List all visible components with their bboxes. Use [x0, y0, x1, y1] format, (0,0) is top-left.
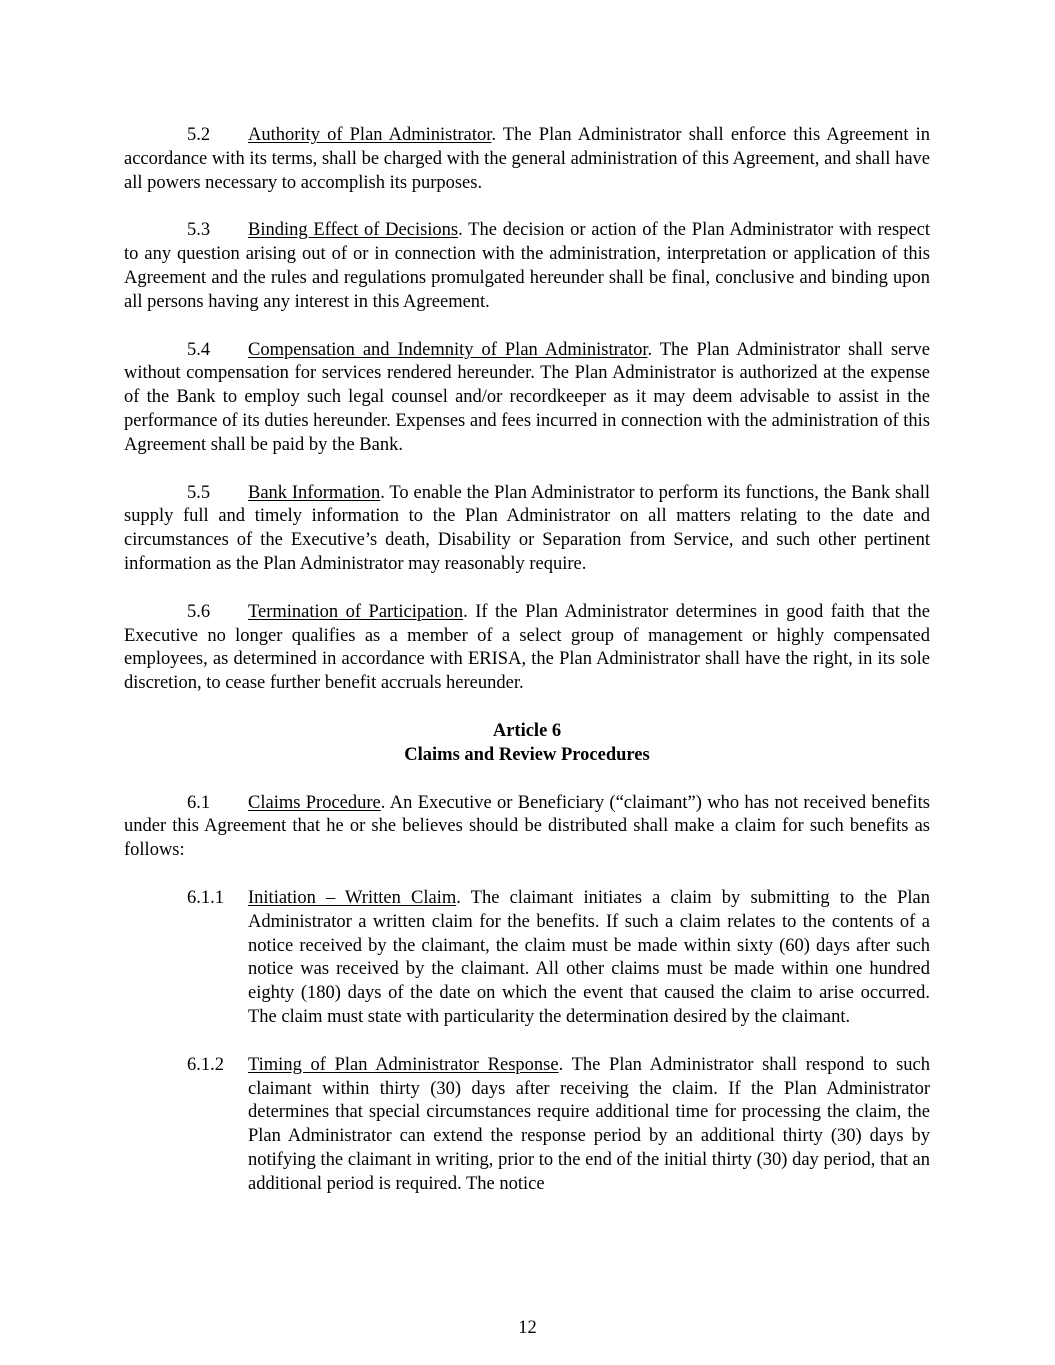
- subsection-6-1-2: [124, 1054, 930, 1197]
- page-number: 12: [518, 1318, 537, 1338]
- subsection-text: . The Plan Administrator shall respond to such claimant within thirty (30) days after receiving the claim. If the Plan Administrator determines that special circumstances require additional time for processing the claim, the Plan Administrator can extend the response period by an additional thirty (30) days by notifying the claimant in writing, prior to the end of the initial thirty (30) day period, that an additional period is required. The notice: [248, 1054, 930, 1194]
- section-heading: Bank Information: [248, 482, 381, 503]
- section-5-5: [124, 482, 930, 577]
- subsection-number: 6.1.2: [187, 1054, 224, 1075]
- article-heading: [124, 720, 930, 768]
- section-5-3: [124, 219, 930, 314]
- section-heading: Claims Procedure: [248, 792, 381, 813]
- section-number: 5.4: [187, 339, 211, 360]
- section-text: . To enable the Plan Administrator to perform its functions, the Bank shall supply full and timely information to the Plan Administrator on all matters relating to the date and circumstances of the Executive’s death, Disability or Separation from Service, and such other pertinent information as the Plan Administrator may reasonably require.: [124, 482, 930, 574]
- section-text: . The Plan Administrator shall enforce this Agreement in accordance with its terms, shall be charged with the general administration of this Agreement, and shall have all powers necessary to accomplish its purposes.: [124, 125, 930, 193]
- subsection-heading: Initiation – Written Claim: [248, 887, 457, 908]
- subsection-heading: Timing of Plan Administrator Response: [248, 1054, 559, 1075]
- section-heading: Compensation and Indemnity of Plan Administrator: [248, 339, 648, 360]
- section-heading: Binding Effect of Decisions: [248, 220, 459, 241]
- subsection-number: 6.1.1: [187, 887, 224, 908]
- section-number: 5.2: [187, 125, 211, 145]
- subsection-text: . The claimant initiates a claim by submitting to the Plan Administrator a written claim for the benefits. If such a claim relates to the contents of a notice received by the claimant, the claim must be made within sixty (60) days after such notice was received by the claimant. All other claims must be made within one hundred eighty (180) days of the date on which the event that caused the claim to arise occurred. The claim must state with particularity the determination desired by the claimant.: [248, 887, 930, 1027]
- section-heading: Authority of Plan Administrator: [248, 125, 492, 145]
- section-5-2: [124, 124, 930, 195]
- article-title: Claims and Review Procedures: [404, 744, 650, 765]
- section-text: . If the Plan Administrator determines in good faith that the Executive no longer qualifies as a member of a select group of management or highly compensated employees, as determined in accordance with ERISA, the Plan Administrator shall have the right, in its sole discretion, to cease further benefit accruals hereunder.: [124, 601, 930, 694]
- section-text: . The decision or action of the Plan Administrator with respect to any question arising out of or in connection with the administration, interpretation or application of this Agreement and the rules and regulations promulgated hereunder shall be final, conclusive and binding upon all persons having any interest in this Agreement.: [124, 220, 930, 312]
- section-5-6: [124, 601, 930, 696]
- section-number: 5.5: [187, 482, 211, 503]
- section-heading: Termination of Participation: [248, 601, 464, 622]
- section-5-4: [124, 339, 930, 458]
- page-content: [124, 124, 930, 1220]
- article-number: Article 6: [492, 720, 562, 741]
- section-number: 6.1: [187, 792, 211, 813]
- section-number: 5.6: [187, 601, 211, 622]
- subsection-6-1-1: [124, 887, 930, 1030]
- section-6-1: [124, 792, 930, 863]
- section-text: . The Plan Administrator shall serve without compensation for services rendered hereunder. The Plan Administrator is authorized at the expense of the Bank to employ such legal counsel and/or recordkeeper as it may deem advisable to assist in the performance of its duties hereunder. Expenses and fees incurred in connection with the administration of this Agreement shall be paid by the Bank.: [124, 339, 930, 455]
- section-number: 5.3: [187, 220, 211, 241]
- section-text: . An Executive or Beneficiary (“claimant”) who has not received benefits under this Agreement that he or she believes should be distributed shall make a claim for such benefits as follows:: [124, 792, 930, 861]
